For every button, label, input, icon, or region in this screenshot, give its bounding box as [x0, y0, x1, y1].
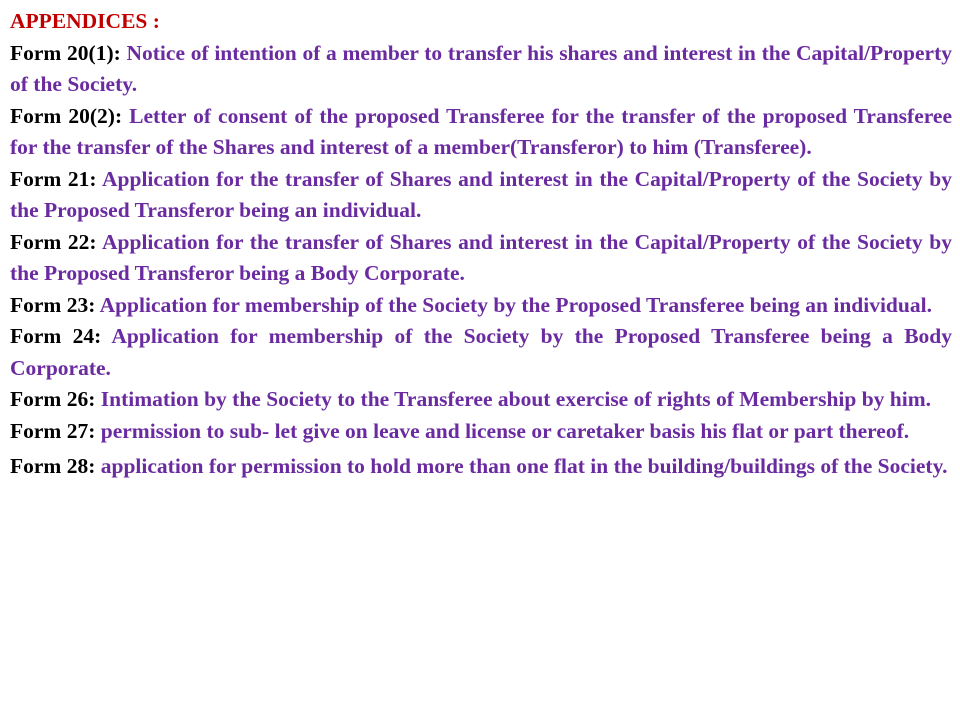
form-label: Form 21: — [10, 166, 97, 191]
form-description: permission to sub- let give on leave and license or caretaker basis his flat or part thereof. — [100, 418, 910, 443]
form-label: Form 24: — [10, 324, 102, 348]
form-entry-27 — [10, 416, 952, 448]
form-label: Form 22: — [10, 229, 97, 254]
form-entry-23 — [10, 290, 952, 322]
form-entry-24 — [10, 321, 952, 384]
form-entry-21 — [10, 164, 952, 227]
form-entry-20-2 — [10, 101, 952, 164]
form-description: Application for membership of the Society by the Proposed Transferee being an individual. — [99, 292, 932, 317]
form-entry-22 — [10, 227, 952, 290]
form-description: Application for the transfer of Shares and interest in the Capital/Property of the Society by the Proposed Transferor being an individual. — [10, 166, 952, 222]
appendices-slide — [10, 6, 952, 484]
form-label: Form 26: — [10, 387, 96, 411]
form-description: Application for the transfer of Shares and interest in the Capital/Property of the Society by the Proposed Transferor being a Body Corporate. — [10, 229, 952, 285]
appendices-heading: APPENDICES : — [10, 9, 160, 33]
form-label: Form 20(1): — [10, 40, 121, 65]
form-description: Letter of consent of the proposed Transferee for the transfer of the proposed Transferee for the transfer of the Shares and interest of a member(Transferor) to him (Transferee). — [10, 103, 952, 159]
form-entry-20-1 — [10, 38, 952, 101]
form-entry-26 — [10, 384, 952, 416]
form-label: Form 23: — [10, 292, 96, 317]
form-description: Intimation by the Society to the Transferee about exercise of rights of Membership by him. — [100, 387, 932, 411]
form-label: Form 28: — [10, 454, 96, 478]
form-description: Application for membership of the Society by the Proposed Transferee being a Body Corporate. — [10, 324, 952, 380]
form-entry-28 — [10, 449, 952, 484]
form-description: Notice of intention of a member to transfer his shares and interest in the Capital/Property of the Society. — [10, 40, 953, 96]
form-label: Form 20(2): — [10, 103, 123, 128]
form-label: Form 27: — [10, 418, 96, 443]
form-description: application for permission to hold more than one flat in the building/buildings of the Society. — [100, 454, 948, 478]
